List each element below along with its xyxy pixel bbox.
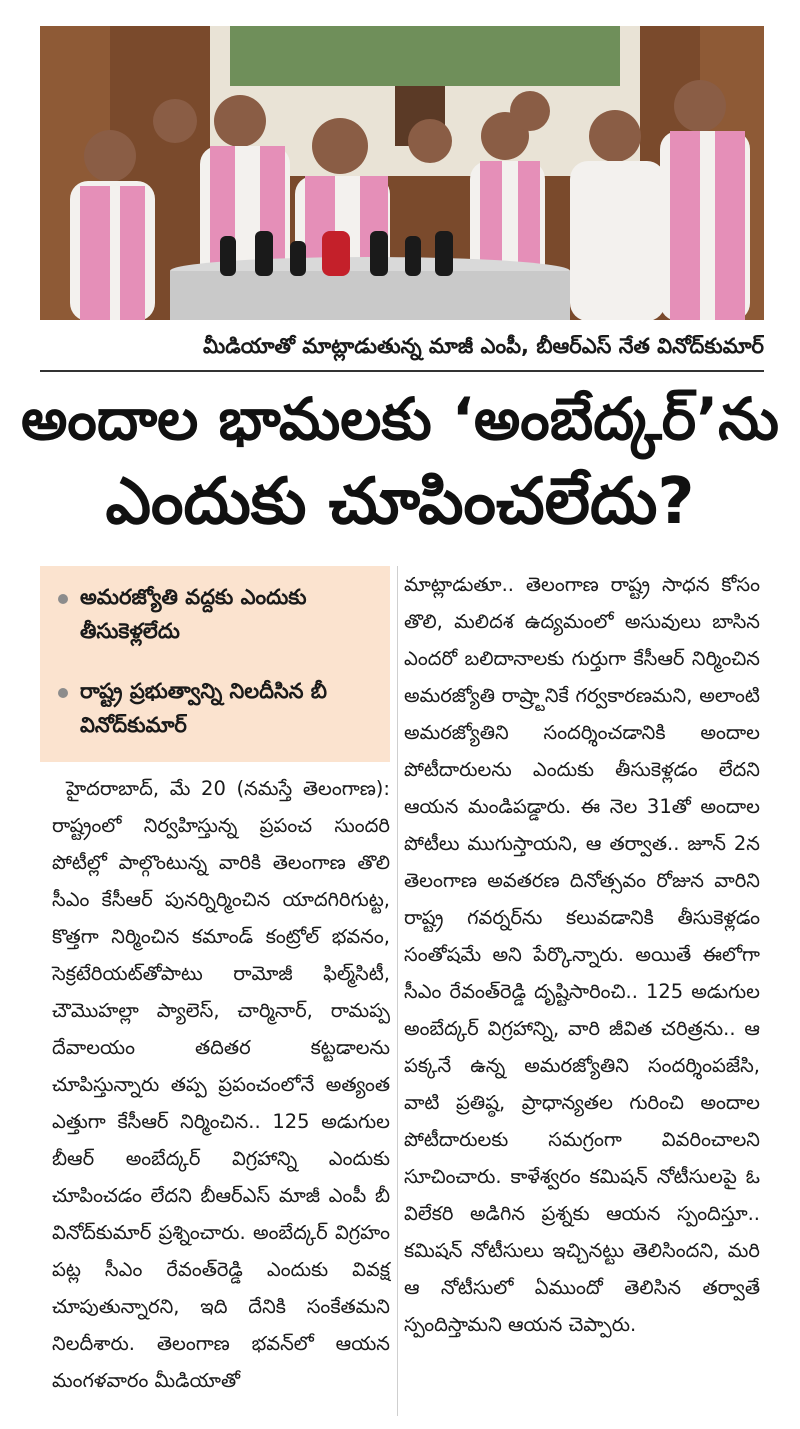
- headline: [20, 378, 780, 544]
- bullet-icon: [58, 688, 68, 698]
- photo-illustration: [40, 26, 764, 320]
- article-paragraph-right: మాట్లాడుతూ.. తెలంగాణ రాష్ట్ర సాధన కోసం తొలి, మలిదశ ఉద్యమంలో అసువులు బాసిన ఎందరో బలిదానాలకు గుర్తుగా కేసీఆర్ నిర్మించిన అమరజ్యోతి రాష్ర్టానికే గర్వకారణమని, అలాంటి అమరజ్యోతిని సందర్శించడానికి అందాల పోటీదారులను ఎందుకు తీసుకెళ్లడం లేదని ఆయన మండిపడ్డారు. ఈ నెల 31తో అందాల పోటీలు ముగుస్తాయని, ఆ తర్వాత.. జూన్ 2న తెలంగాణ అవతరణ దినోత్సవం రోజున వారిని రాష్ట్ర గవర్నర్‌ను కలువడానికి తీసుకెళ్లడం సంతోషమే అని పేర్కొన్నారు. అయితే ఈలోగా సీఎం రేవంత్‌రెడ్డి దృష్టిసారించి.. 125 అడుగుల అంబేద్కర్ విగ్రహాన్ని, వారి జీవిత చరిత్రను.. ఆ పక్కనే ఉన్న అమరజ్యోతిని సందర్శింపజేసి, వాటి ప్రతిష్ఠ, ప్రాధాన్యతల గురించి అందాల పోటీదారులకు సమగ్రంగా వివరించాలని సూచించారు. కాళేశ్వరం కమిషన్ నోటీసులపై ఓ విలేకరి అడిగిన ప్రశ్నకు ఆయన స్పందిస్తూ.. కమిషన్ నోటీసులు ఇచ్చినట్టు తెలిసిందని, మరి ఆ నోటీసులో ఏముందో తెలిసిన తర్వాతే స్పందిస్తామని ఆయన చెప్పారు.: [404, 573, 760, 1336]
- headline-line-1: అందాల భామలకు ‘అంబేద్కర్’ను: [21, 385, 779, 453]
- highlight-text: అమరజ్యోతి వద్దకు ఎందుకు తీసుకెళ్లలేదు: [80, 585, 307, 643]
- article-column-left: [52, 770, 390, 1399]
- press-conference-photo: [40, 26, 764, 320]
- caption-divider: [40, 370, 764, 372]
- article-column-right: [404, 566, 760, 1343]
- highlights-box: [40, 566, 390, 762]
- headline-line-2: ఎందుకు చూపించలేదు?: [105, 465, 695, 539]
- photo-caption: మీడియాతో మాట్లాడుతున్న మాజీ ఎంపీ, బీఆర్ఎస్ నేత వినోద్‌కుమార్: [202, 334, 764, 358]
- highlight-text: రాష్ట్ర ప్రభుత్వాన్ని నిలదీసిన బీ వినోద్‌కుమార్: [80, 679, 327, 737]
- highlight-item: [58, 580, 378, 648]
- highlight-item: [58, 674, 378, 742]
- article-paragraph-left: హైదరాబాద్, మే 20 (నమస్తే తెలంగాణ): రాష్ట్రంలో నిర్వహిస్తున్న ప్రపంచ సుందరి పోటీల్లో పాల్గొంటున్న వారికి తెలంగాణ తొలి సీఎం కేసీఆర్ పునర్నిర్మించిన యాదగిరిగుట్ట, కొత్తగా నిర్మించిన కమాండ్ కంట్రోల్ భవనం, సెక్రటేరియట్‌తోపాటు రామోజీ ఫిల్మ్‌సిటీ, చౌమొహల్లా ప్యాలెస్, చార్మినార్, రామప్ప దేవాలయం తదితర కట్టడాలను చూపిస్తున్నారు తప్ప ప్రపంచంలోనే అత్యంత ఎత్తుగా కేసీఆర్ నిర్మించిన.. 125 అడుగుల బీఆర్ అంబేద్కర్ విగ్రహాన్ని ఎందుకు చూపించడం లేదని బీఆర్ఎస్ మాజీ ఎంపీ బీ వినోద్‌కుమార్ ప్రశ్నించారు. అంబేద్కర్ విగ్రహం పట్ల సీఎం రేవంత్‌రెడ్డి ఎందుకు వివక్ష చూపుతున్నారని, ఇది దేనికి సంకేతమని నిలదీశారు. తెలంగాణ భవన్‌లో ఆయన మంగళవారం మీడియాతో: [52, 777, 390, 1392]
- column-divider: [397, 566, 398, 1416]
- bullet-icon: [58, 594, 68, 604]
